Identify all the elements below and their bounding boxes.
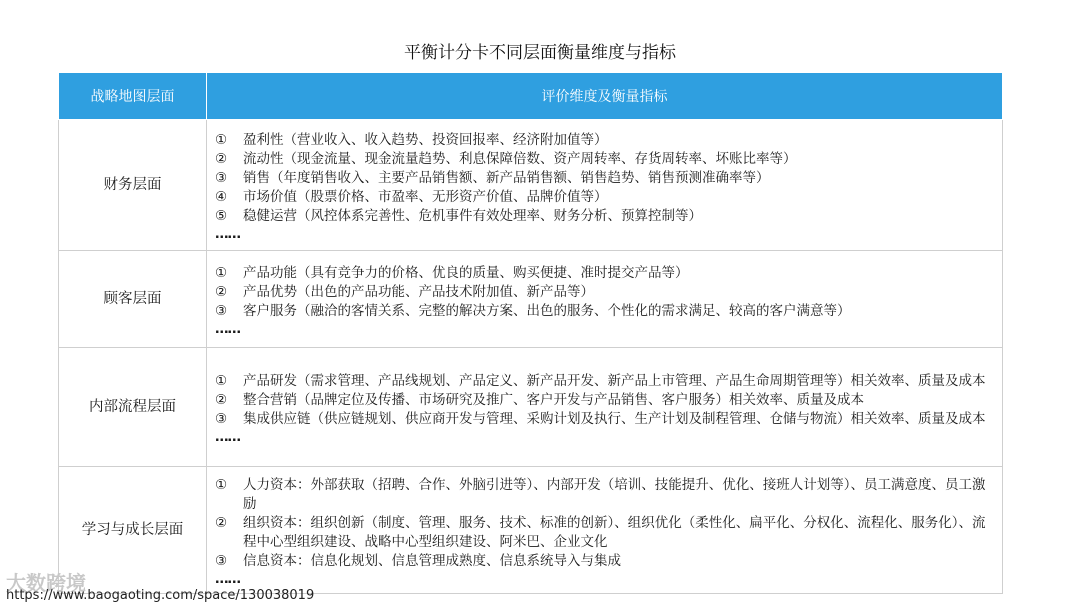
table-header-row [59,73,1003,120]
table-row [59,467,1003,594]
layer-cell: 内部流程层面 [59,348,207,467]
item-number: ③ [215,169,228,186]
bsc-table [58,72,1003,594]
list-item [215,302,994,321]
item-number: ③ [215,302,228,319]
item-number: ④ [215,188,228,205]
list-item [215,169,994,188]
list-item [215,410,994,429]
item-text: 产品优势（出色的产品功能、产品技术附加值、新产品等） [243,283,594,300]
item-number: ⑤ [215,207,228,224]
list-item [215,476,994,514]
metrics-cell [207,348,1003,467]
ellipsis: …… [215,570,240,587]
item-number: ① [215,372,228,389]
item-number: ③ [215,410,228,427]
table-row [59,251,1003,348]
ellipsis: …… [215,428,240,445]
item-number: ② [215,283,228,300]
item-number: ② [215,150,228,167]
header-metrics: 评价维度及衡量指标 [207,73,1003,120]
list-item [215,372,994,391]
item-text: 流动性（现金流量、现金流量趋势、利息保障倍数、资产周转率、存货周转率、坏账比率等） [243,150,797,167]
watermark-logo: 大数跨境 [6,571,86,595]
list-item [215,391,994,410]
list-item [215,188,994,207]
layer-cell: 学习与成长层面 [59,467,207,594]
item-number: ② [215,514,228,531]
list-item [215,150,994,169]
page-title: 平衡计分卡不同层面衡量维度与指标 [404,43,676,63]
item-text: 组织资本：组织创新（制度、管理、服务、技术、标准的创新）、组织优化（柔性化、扁平化、分权化、流程化、服务化）、流程中心型组织建设、战略中心型组织建设、阿米巴、企业文化 [243,514,986,550]
list-item [215,131,994,150]
layer-cell: 顾客层面 [59,251,207,348]
item-text: 产品研发（需求管理、产品线规划、产品定义、新产品开发、新产品上市管理、产品生命周期管理等）相关效率、质量及成本 [243,372,986,389]
item-text: 整合营销（品牌定位及传播、市场研究及推广、客户开发与产品销售、客户服务）相关效率、质量及成本 [243,391,864,408]
item-number: ① [215,264,228,281]
layer-cell: 财务层面 [59,120,207,251]
item-text: 客户服务（融洽的客情关系、完整的解决方案、出色的服务、个性化的需求满足、较高的客户满意等） [243,302,851,319]
item-text: 产品功能（具有竞争力的价格、优良的质量、购买便捷、准时提交产品等） [243,264,689,281]
item-text: 盈利性（营业收入、收入趋势、投资回报率、经济附加值等） [243,131,608,148]
list-item [215,514,994,552]
item-number: ① [215,131,228,148]
metrics-cell [207,120,1003,251]
item-text: 人力资本：外部获取（招聘、合作、外脑引进等）、内部开发（培训、技能提升、优化、接班人计划等）、员工满意度、员工激励 [243,476,986,512]
item-text: 市场价值（股票价格、市盈率、无形资产价值、品牌价值等） [243,188,608,205]
item-text: 集成供应链（供应链规划、供应商开发与管理、采购计划及执行、生产计划及制程管理、仓储与物流）相关效率、质量及成本 [243,410,986,427]
item-text: 销售（年度销售收入、主要产品销售额、新产品销售额、销售趋势、销售预测准确率等） [243,169,770,186]
list-item [215,283,994,302]
metrics-cell [207,467,1003,594]
list-item [215,552,994,571]
header-layer: 战略地图层面 [59,73,207,120]
list-item [215,264,994,283]
item-number: ① [215,476,228,493]
item-number: ② [215,391,228,408]
list-item [215,207,994,226]
ellipsis: …… [215,225,240,242]
watermark-url: https://www.baogaoting.com/space/130038019 [6,588,315,603]
table-row [59,348,1003,467]
ellipsis: …… [215,320,240,337]
metrics-cell [207,251,1003,348]
item-number: ③ [215,552,228,569]
item-text: 稳健运营（风控体系完善性、危机事件有效处理率、财务分析、预算控制等） [243,207,702,224]
item-text: 信息资本：信息化规划、信息管理成熟度、信息系统导入与集成 [243,552,621,569]
table-row [59,120,1003,251]
